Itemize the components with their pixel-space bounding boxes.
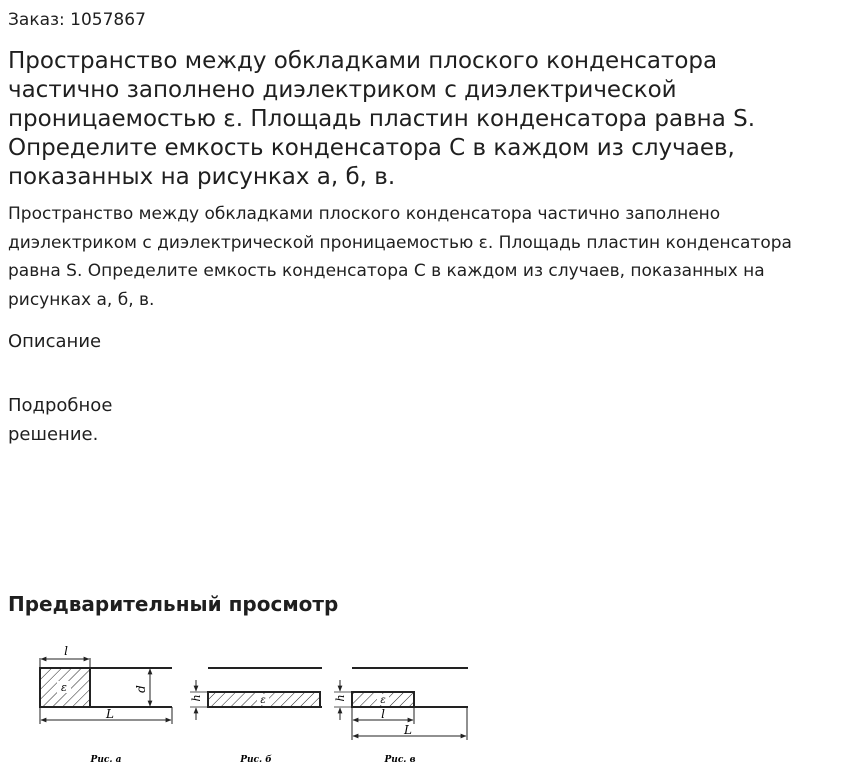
figure-c	[334, 668, 468, 765]
epsilon-label-c: ε	[380, 695, 386, 706]
figure-b	[190, 668, 322, 765]
order-number: Заказ: 1057867	[8, 10, 146, 30]
epsilon-label-a: ε	[61, 681, 67, 694]
l-label-c: l	[381, 707, 385, 721]
h-label-b: h	[190, 694, 203, 702]
d-label-a: d	[134, 685, 148, 693]
caption-c: Рис. в	[384, 755, 416, 765]
epsilon-label-b: ε	[260, 695, 266, 706]
description-label: Описание	[8, 331, 102, 352]
problem-description: Пространство между обкладками плоского конденсатора частично заполнено диэлектриком с диэлектрической проницаемостью ε. Площадь пластин конденсатора равна S. Определите емкость конденсатора C в каждом из случаев, показанных на рисунках а, б, в.	[8, 204, 792, 310]
L-label-c: L	[404, 723, 412, 737]
figure-a	[40, 644, 172, 765]
l-label-a: l	[64, 644, 68, 658]
L-label-a: L	[106, 707, 114, 721]
h-label-c: h	[334, 694, 347, 702]
capacitor-figures	[30, 640, 480, 770]
caption-b: Рис. б	[240, 755, 272, 765]
solution-label: Подробное решение.	[8, 395, 113, 445]
caption-a: Рис. а	[90, 755, 122, 765]
preview-heading: Предварительный просмотр	[8, 592, 339, 616]
page-title: Пространство между обкладками плоского конденсатора частично заполнено диэлектриком с диэлектрической проницаемостью ε. Площадь пластин конденсатора равна S. Определите емкость конденсатора C в каждом из случаев, показанных на рисунках а, б, в.	[8, 48, 756, 190]
